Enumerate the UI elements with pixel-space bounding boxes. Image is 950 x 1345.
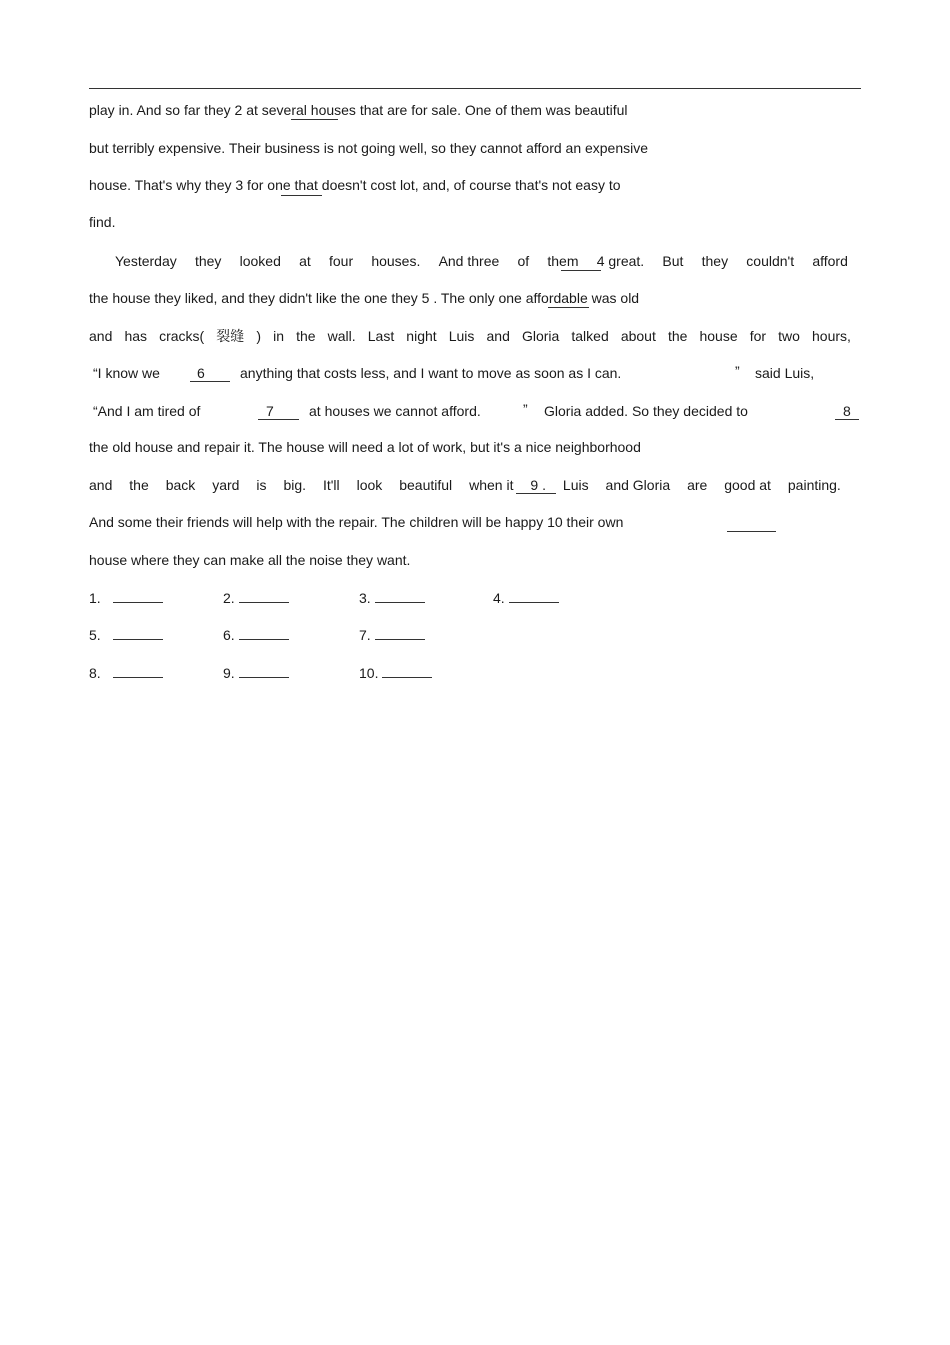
word: the — [667, 328, 688, 344]
answer-4[interactable] — [493, 589, 559, 607]
word: beautiful — [399, 477, 453, 493]
answer-label: 7. — [359, 627, 371, 643]
underline — [258, 419, 299, 420]
word: house — [699, 328, 738, 344]
answer-label: 3. — [359, 590, 371, 606]
answer-10[interactable] — [359, 664, 432, 682]
word: look — [356, 477, 383, 493]
word: big. — [283, 477, 307, 493]
answer-blank[interactable] — [509, 589, 559, 603]
word: and — [89, 328, 113, 344]
word: 裂缝 — [216, 328, 245, 344]
answer-label: 6. — [223, 627, 235, 643]
word: they — [194, 253, 222, 269]
word: back — [165, 477, 196, 493]
word: for — [749, 328, 767, 344]
answer-8[interactable] — [89, 664, 163, 682]
answer-blank[interactable] — [375, 589, 425, 603]
passage-line-13: house where they can make all the noise they want. — [89, 552, 411, 568]
answer-label: 5. — [89, 627, 101, 643]
word: 9 . — [530, 477, 546, 493]
word: Last — [367, 328, 395, 344]
word: painting. — [787, 477, 841, 493]
word: couldn't — [746, 253, 795, 269]
answer-label: 1. — [89, 590, 101, 606]
close-quote: ” — [735, 363, 740, 379]
word: hours, — [812, 328, 851, 344]
word: afford — [812, 253, 848, 269]
quote-luis-start: “I know we — [93, 365, 160, 381]
word: is — [256, 477, 267, 493]
blank-number-8: 8 — [843, 403, 851, 419]
word: ) — [256, 328, 262, 344]
passage-line-12: And some their friends will help with the repair. The children will be happy 10 their own — [89, 514, 624, 530]
answer-label: 2. — [223, 590, 235, 606]
passage-line-4: find. — [89, 214, 116, 230]
answer-9[interactable] — [223, 664, 289, 682]
underline — [727, 531, 776, 532]
answer-3[interactable] — [359, 589, 425, 607]
answer-label: 9. — [223, 665, 235, 681]
word: good at — [724, 477, 771, 493]
answer-blank[interactable] — [239, 626, 289, 640]
answer-label: 4. — [493, 590, 505, 606]
word: in — [273, 328, 285, 344]
word: are — [687, 477, 708, 493]
answer-5[interactable] — [89, 626, 163, 644]
word: and — [89, 477, 113, 493]
quote-gloria-start: “And I am tired of — [93, 403, 201, 419]
gloria-added: Gloria added. So they decided to — [544, 403, 748, 419]
answer-blank[interactable] — [382, 664, 432, 678]
word: talked — [571, 328, 609, 344]
underline — [835, 419, 859, 420]
word: them — [547, 253, 579, 269]
word: It'll — [322, 477, 340, 493]
passage-line-3: house. That's why they 3 for one that doesn't cost lot, and, of course that's not easy to — [89, 177, 621, 193]
word: about — [620, 328, 656, 344]
word: Gloria — [521, 328, 560, 344]
answer-blank[interactable] — [239, 589, 289, 603]
underline — [281, 195, 322, 196]
word: But — [662, 253, 684, 269]
passage-line-10: the old house and repair it. The house will need a lot of work, but it's a nice neighborhood — [89, 439, 641, 455]
passage-line-11 — [89, 476, 841, 494]
header-rule — [89, 88, 861, 89]
word: 4 great. — [596, 253, 645, 269]
passage-line-1: play in. And so far they 2 at several houses that are for sale. One of them was beautiful — [89, 102, 628, 118]
word: cracks( — [159, 328, 205, 344]
word: has — [124, 328, 148, 344]
word: of — [517, 253, 530, 269]
answer-blank[interactable] — [113, 626, 163, 640]
word: Luis — [562, 477, 589, 493]
word: two — [778, 328, 800, 344]
answer-label: 10. — [359, 665, 379, 681]
answer-1[interactable] — [89, 589, 163, 607]
passage-line-6: the house they liked, and they didn't like the one they 5 . The only one affordable was old — [89, 290, 640, 306]
passage-line-7 — [89, 327, 851, 345]
answer-2[interactable] — [223, 589, 289, 607]
word: they — [701, 253, 729, 269]
word: at — [299, 253, 311, 269]
close-quote: ” — [523, 401, 528, 417]
answer-blank[interactable] — [113, 589, 163, 603]
answer-blank[interactable] — [239, 664, 289, 678]
word: And three — [438, 253, 500, 269]
passage-line-5 — [115, 252, 848, 270]
word: and Gloria — [605, 477, 671, 493]
blank-number-6: 6 — [197, 365, 205, 381]
word: Luis — [448, 328, 475, 344]
underline — [190, 381, 230, 382]
blank-number-7: 7 — [266, 403, 274, 419]
answer-blank[interactable] — [375, 626, 425, 640]
answer-blank[interactable] — [113, 664, 163, 678]
word: yard — [212, 477, 240, 493]
word: night — [406, 328, 437, 344]
answer-7[interactable] — [359, 626, 425, 644]
underline — [561, 270, 601, 271]
underline — [548, 307, 589, 308]
word: the — [296, 328, 316, 344]
underline — [516, 493, 556, 494]
word: wall. — [327, 328, 356, 344]
word: looked — [239, 253, 281, 269]
word: when it — [469, 477, 514, 493]
word: houses. — [371, 253, 421, 269]
word: four — [328, 253, 354, 269]
quote-gloria-text: at houses we cannot afford. — [309, 403, 481, 419]
word: the — [129, 477, 149, 493]
answer-6[interactable] — [223, 626, 289, 644]
underline — [291, 119, 338, 120]
passage-line-2: but terribly expensive. Their business is not going well, so they cannot afford an expensive — [89, 140, 649, 156]
quote-luis-text: anything that costs less, and I want to move as soon as I can. — [240, 365, 622, 381]
answer-label: 8. — [89, 665, 101, 681]
word: Yesterday — [115, 253, 177, 269]
word: and — [486, 328, 510, 344]
said-luis: said Luis, — [755, 365, 815, 381]
